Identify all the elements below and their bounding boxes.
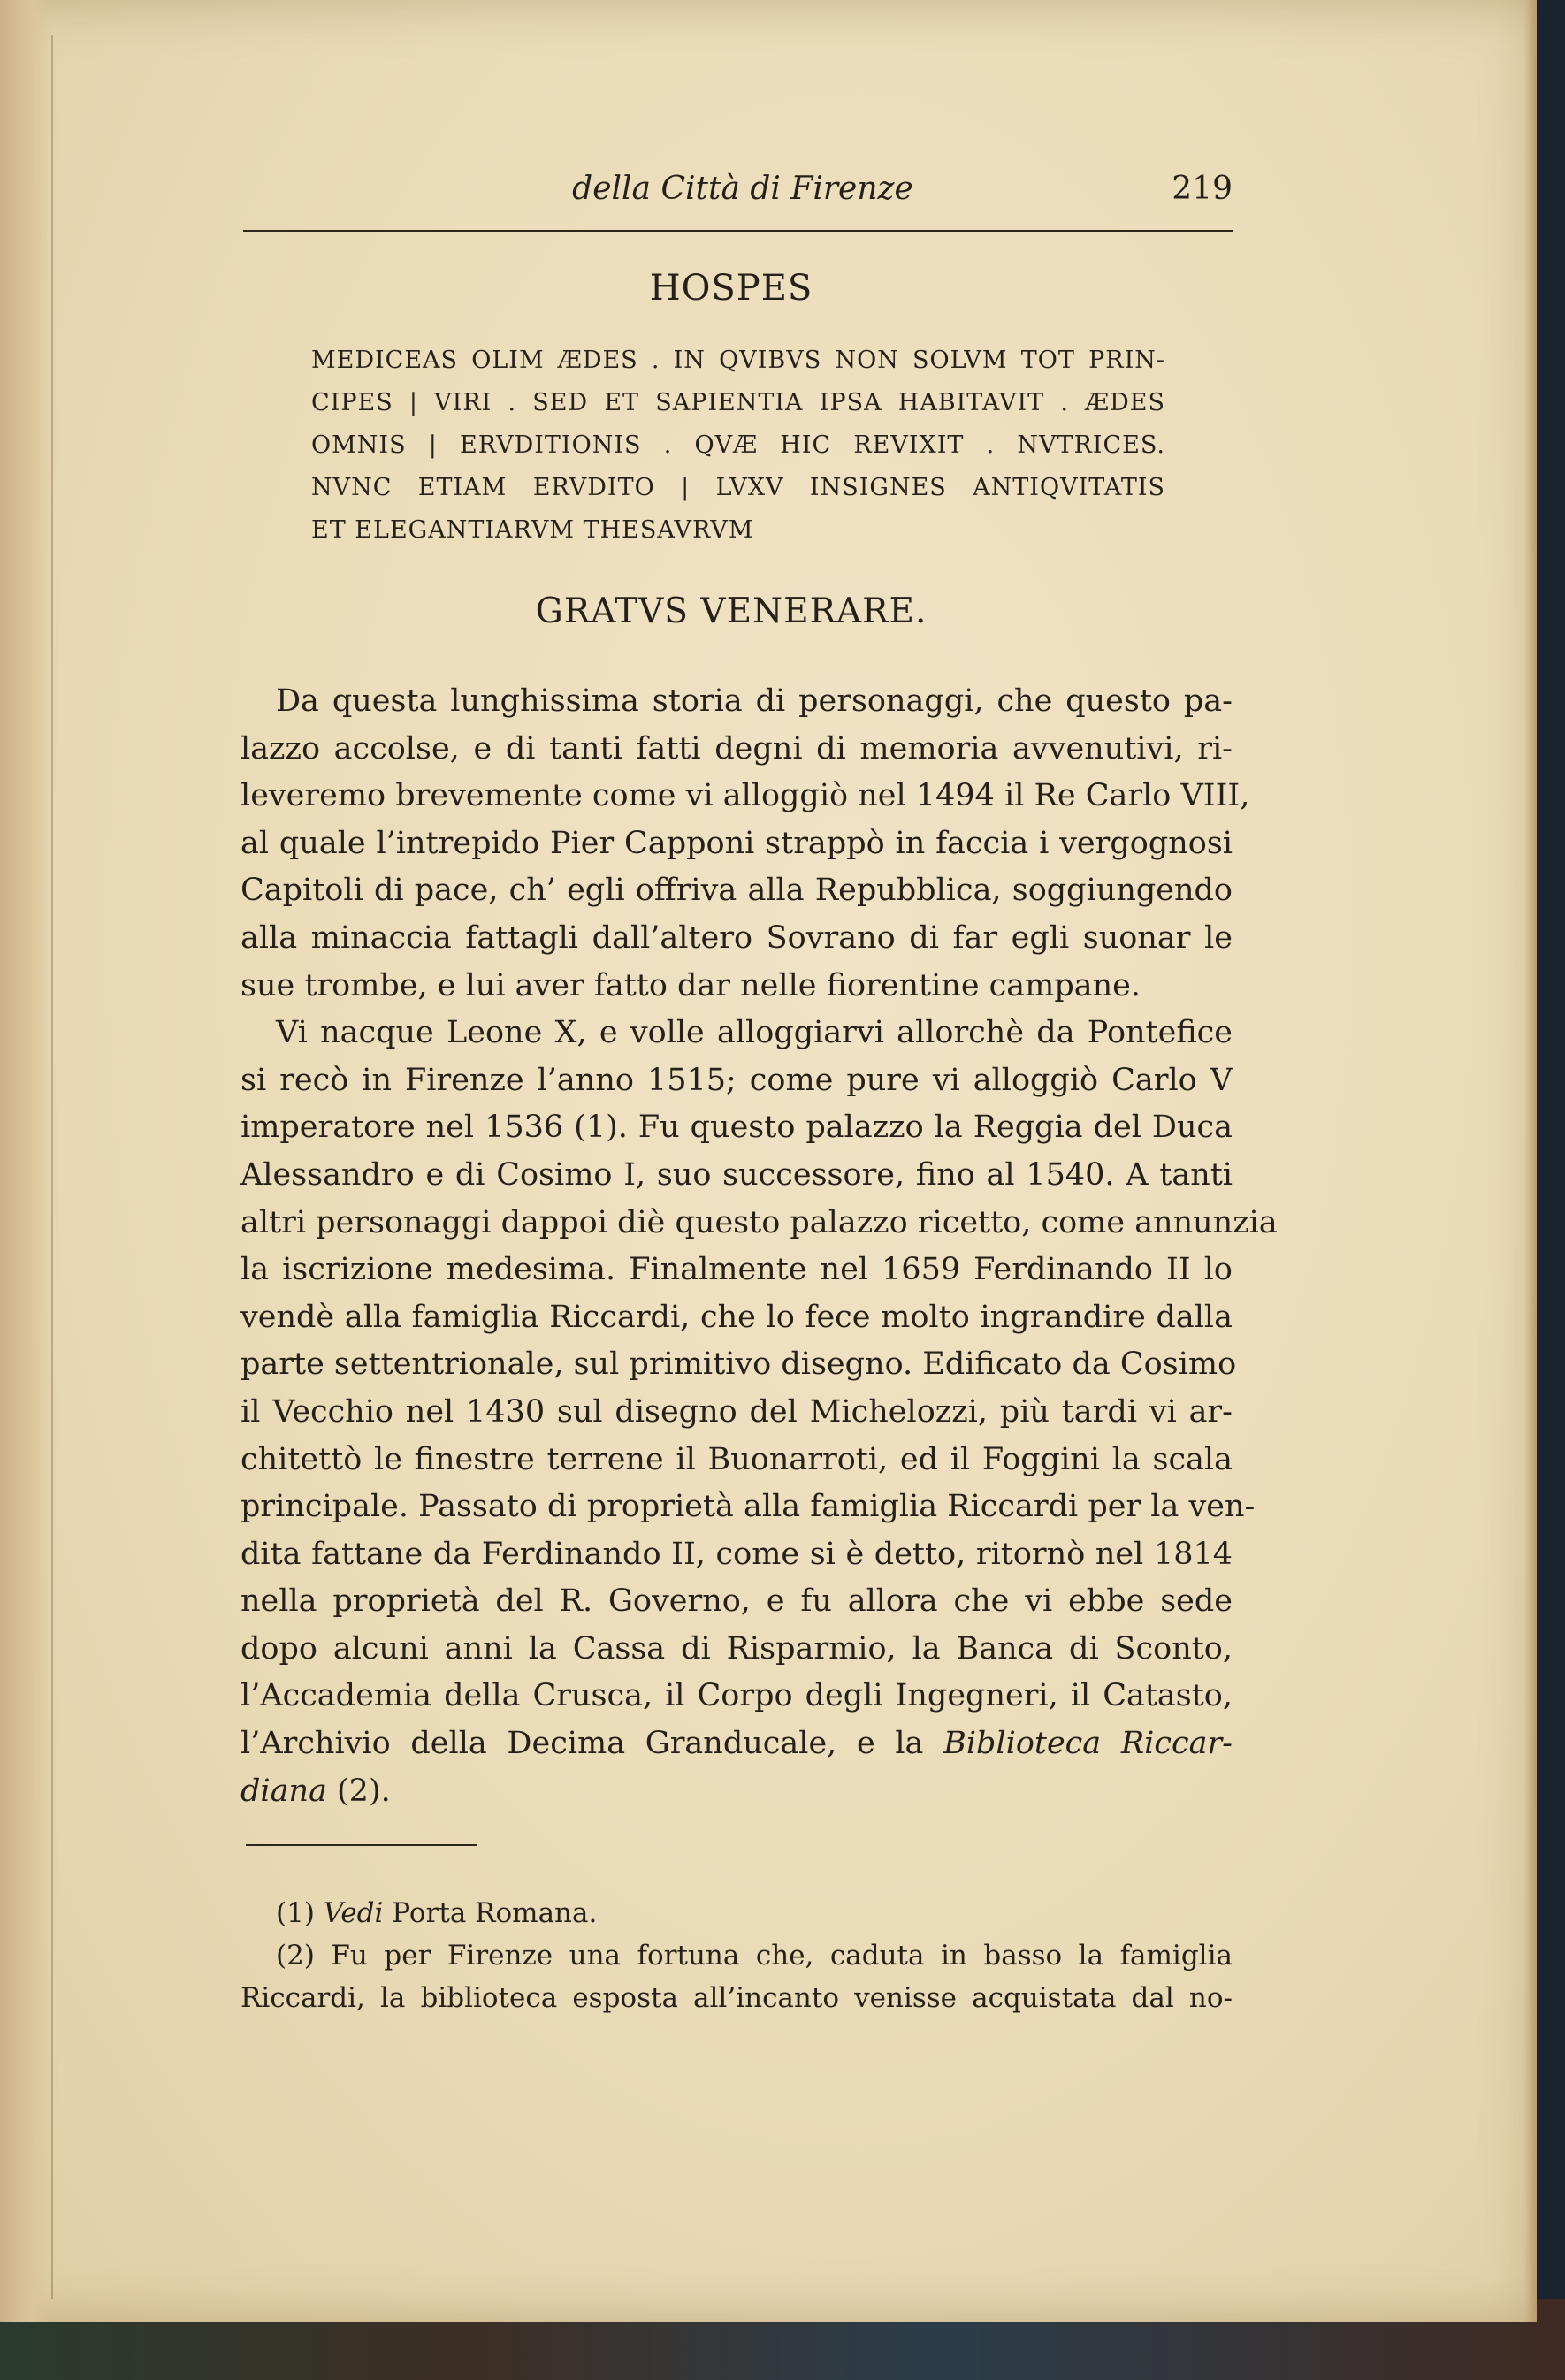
book-title-italic: diana [240,1773,327,1809]
footnotes [240,1892,1233,2019]
paragraph-line: nella proprietà del R. Governo, e fu allora che vi ebbe sede [240,1583,1233,1620]
footnote-2-line: Riccardi, la biblioteca esposta all’incanto venisse acquistata dal no- [240,1982,1233,2014]
inscription-block [311,339,1165,552]
page-number: 219 [1172,171,1233,207]
paragraph-line: sue trombe, e lui aver fatto dar nelle fiorentine campane. [240,967,1141,1003]
inscription-line: ET ELEGANTIARVM THESAVRVM [311,516,754,544]
footnote-ref: (2). [337,1773,391,1809]
footnote-rule [246,1844,477,1846]
paragraph-line: il Vecchio nel 1430 sul disegno del Michelozzi, più tardi vi ar- [240,1393,1233,1430]
paragraph-line: vendè alla famiglia Riccardi, che lo fece molto ingrandire dalla [240,1299,1233,1335]
line-text: l’Archivio della Decima Granducale, e la [240,1726,924,1762]
header-rule [243,230,1233,232]
paragraph-line: dopo alcuni anni la Cassa di Risparmio, la Banca di Sconto, [240,1630,1233,1667]
inscription-title: HOSPES [649,268,813,309]
footnote-mark: (1) [276,1897,315,1929]
paragraph-line: leveremo brevemente come vi alloggiò nel 1494 il Re Carlo VIII, [240,778,1250,814]
gutter-fold [51,35,53,2299]
paragraph-line: si recò in Firenze l’anno 1515; come pure vi alloggiò Carlo V [240,1062,1233,1098]
paragraph-line: altri personaggi dappoi diè questo palazzo ricetto, come annunzia [240,1204,1278,1240]
paragraph-line: parte settentrionale, sul primitivo disegno. Edificato da Cosimo [240,1346,1237,1383]
paragraph-line: dita fattane da Ferdinando II, come si è detto, ritornò nel 1814 [240,1536,1233,1572]
inscription-line: MEDICEAS OLIM ÆDES . IN QVIBVS NON SOLVM TOT PRIN- [311,347,1165,374]
page-edge [1524,0,1537,2322]
inscription-line: NVNC ETIAM ERVDITO | LVXV INSIGNES ANTIQVITATIS [311,474,1165,501]
running-title: della Città di Firenze [572,171,913,207]
paragraph-line: principale. Passato di proprietà alla famiglia Riccardi per la ven- [240,1489,1256,1525]
paragraph-line: lazzo accolse, e di tanti fatti degni di memoria avvenutivi, ri- [240,730,1233,767]
footnote-2-line: (2) Fu per Firenze una fortuna che, caduta in basso la famiglia [276,1940,1233,1972]
paragraph-line: Capitoli di pace, ch’ egli offriva alla Repubblica, soggiungendo [240,873,1233,909]
body-text [240,678,1278,1815]
page-gutter [0,0,51,2322]
inscription-closing: GRATVS VENERARE. [535,591,928,631]
paragraph-line [240,1720,1233,1768]
paragraph-line: Vi nacque Leone X, e volle alloggiarvi allorchè da Pontefice [276,1015,1233,1051]
footnote-italic: Vedi [323,1897,384,1929]
paragraph-line: imperatore nel 1536 (1). Fu questo palazzo la Reggia del Duca [240,1110,1233,1146]
paragraph-line: Da questa lunghissima storia di personaggi, che questo pa- [276,683,1233,719]
paragraph-line: l’Accademia della Crusca, il Corpo degli Ingegneri, il Catasto, [240,1678,1233,1714]
paragraph-line: alla minaccia fattagli dall’altero Sovrano di far egli suonar le [240,919,1233,956]
paragraph-line: al quale l’intrepido Pier Capponi strappò in faccia i vergognosi [240,825,1233,861]
book-title-italic: Biblioteca Riccar- [943,1726,1233,1762]
paragraph-line [240,1768,1233,1816]
paragraph-line: la iscrizione medesima. Finalmente nel 1659 Ferdinando II lo [240,1252,1233,1288]
footnote-text: Porta Romana. [392,1897,598,1929]
paragraph-line: chitettò le finestre terrene il Buonarroti, ed il Foggini la scala [240,1441,1233,1477]
inscription-line: OMNIS | ERVDITIONIS . QVÆ HIC REVIXIT . NVTRICES. [311,431,1165,459]
paragraph-line: Alessandro e di Cosimo I, suo successore, fino al 1540. A tanti [240,1156,1233,1193]
footnote-1 [240,1892,1233,1934]
inscription-line: CIPES | VIRI . SED ET SAPIENTIA IPSA HABITAVIT . ÆDES [311,389,1165,416]
